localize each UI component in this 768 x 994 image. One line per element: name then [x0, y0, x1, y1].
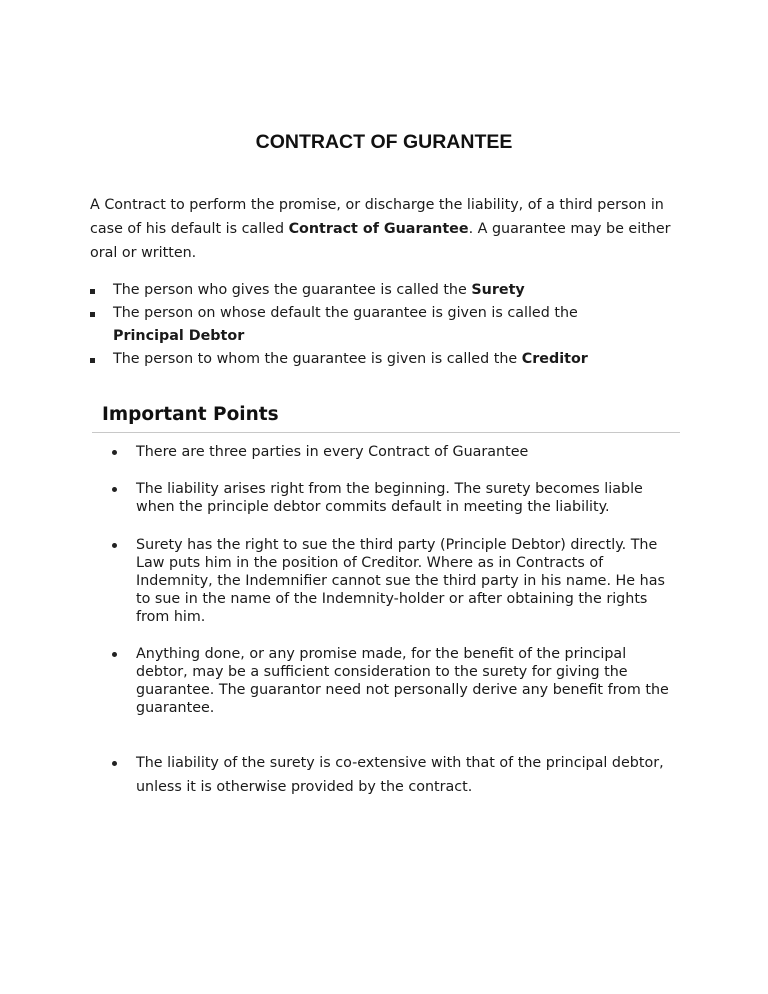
definition-item — [90, 302, 593, 348]
round-bullet-icon — [112, 450, 117, 455]
definition-item — [90, 279, 710, 302]
definition-text: The person who gives the guarantee is called the — [113, 282, 472, 298]
definition-term: Surety — [471, 282, 525, 298]
point-item — [109, 443, 679, 461]
point-item — [109, 645, 679, 717]
document-title: CONTRACT OF GURANTEE — [255, 131, 513, 153]
intro-text-start: A Contract to perform the promise, or discharge the liability, of a third person in case of his default is called — [90, 197, 664, 237]
definition-text: The person on whose default the guarantee is given is called the — [113, 305, 578, 321]
important-points-list — [109, 443, 679, 799]
section-heading: Important Points — [102, 404, 279, 425]
round-bullet-icon — [112, 487, 117, 492]
round-bullet-icon — [112, 652, 117, 657]
intro-bold-term: Contract of Guarantee — [288, 221, 469, 237]
definition-term: Creditor — [521, 351, 588, 367]
definition-item — [90, 348, 710, 371]
square-bullet-icon — [90, 289, 95, 294]
point-text: There are three parties in every Contract of Guarantee — [136, 444, 529, 460]
definition-text: The person to whom the guarantee is given is called the — [113, 351, 522, 367]
point-item — [109, 536, 679, 626]
square-bullet-icon — [90, 312, 95, 317]
definitions-list — [90, 279, 710, 371]
point-text: The liability arises right from the beginning. The surety becomes liable when the principle debtor commits default in meeting the liability. — [136, 481, 643, 515]
intro-paragraph — [90, 193, 690, 265]
point-text: The liability of the surety is co-extensive with that of the principal debtor, unless it is otherwise provided by the contract. — [136, 755, 664, 795]
intro-text-end: . A guarantee may be either oral or written. — [90, 221, 671, 261]
round-bullet-icon — [112, 761, 117, 766]
point-text: Surety has the right to sue the third party (Principle Debtor) directly. The Law puts him in the position of Creditor. Where as in Contracts of Indemnity, the Indemnifier cannot sue the third party in his name. He has to sue in the name of the Indemnity-holder or after obtaining the rights from him. — [136, 537, 665, 625]
section-divider — [92, 432, 680, 433]
definition-term: Principal Debtor — [113, 328, 245, 344]
square-bullet-icon — [90, 358, 95, 363]
point-text: Anything done, or any promise made, for the benefit of the principal debtor, may be a sufficient consideration to the surety for giving the guarantee. The guarantor need not personally derive any benefit from the guarantee. — [136, 646, 669, 716]
round-bullet-icon — [112, 543, 117, 548]
point-item — [109, 751, 679, 799]
point-item — [109, 480, 679, 516]
